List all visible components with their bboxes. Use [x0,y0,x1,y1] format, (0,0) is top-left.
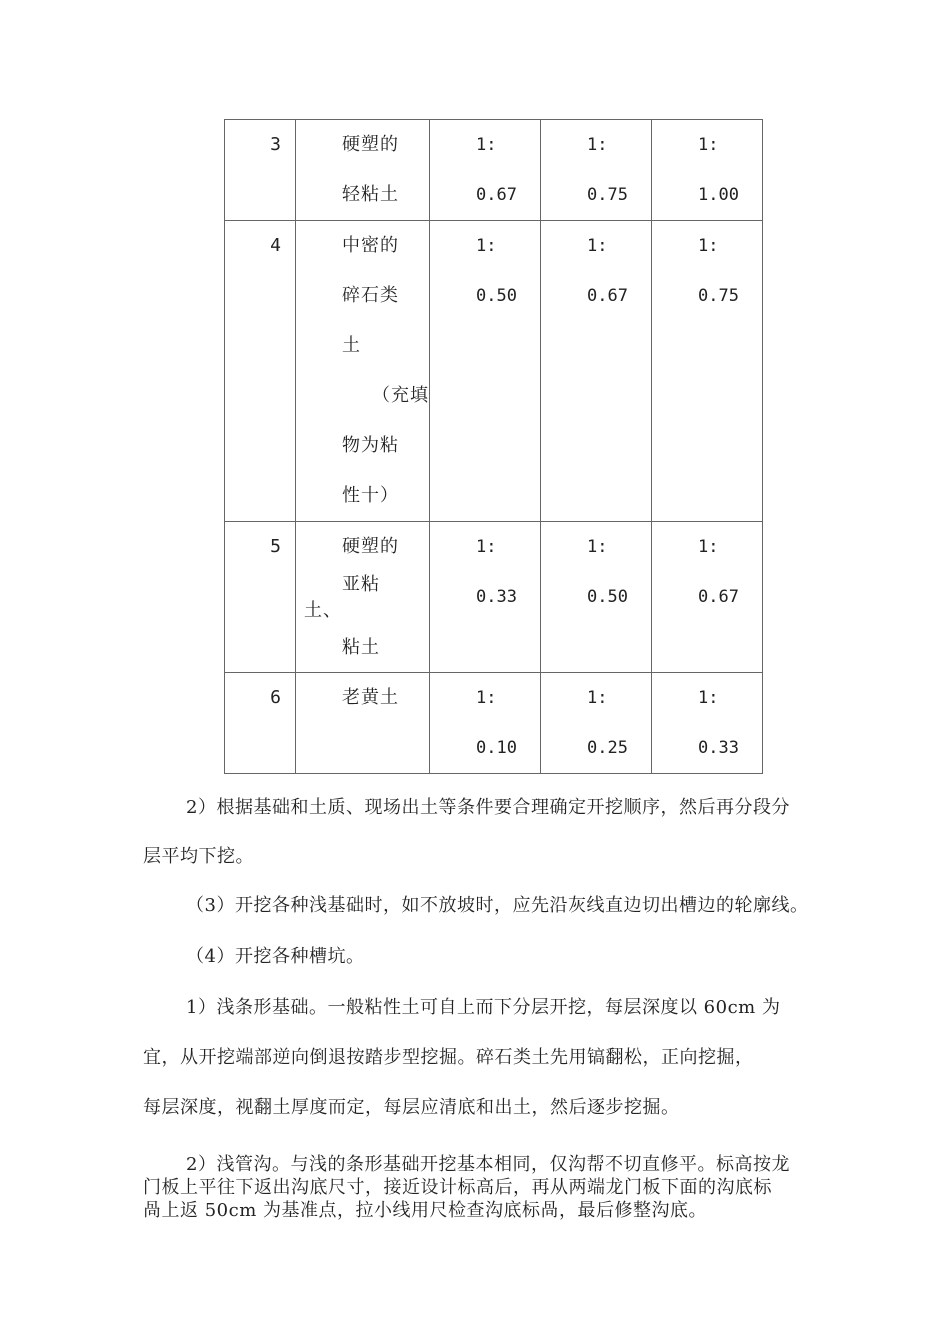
table-row [225,221,763,522]
paragraph-pipe-trench-2: 门板上平往下返出沟底尺寸，接近设计标高后，再从两端龙门板下面的沟底标 [143,1177,772,1198]
row-number-cell-line: 3 [270,134,281,155]
slope-value-cell [652,221,763,522]
slope-value-cell-line: 1: [698,537,719,557]
slope-value-cell-line: 1: [476,537,497,557]
slope-value-cell [430,522,541,673]
slope-value-cell-line: 1: [698,135,719,155]
slope-value-cell-line: 0.75 [698,286,739,306]
soil-type-cell [296,221,430,522]
soil-type-cell-line: 老黄土 [342,687,399,708]
slope-value-cell [541,221,652,522]
slope-value-cell-line: 0.67 [476,185,517,205]
table-row [225,673,763,774]
slope-value-cell [652,522,763,673]
slope-value-cell-line: 0.10 [476,738,517,758]
slope-value-cell-line: 1: [476,135,497,155]
paragraph-trench-heading: （4）开挖各种槽坑。 [186,946,365,967]
soil-type-cell-line: 粘土 [342,637,380,658]
row-number-cell-line: 6 [270,687,281,708]
row-number-cell [225,120,296,221]
table-row [225,120,763,221]
slope-value-cell [652,120,763,221]
soil-type-cell-line: （充填 [372,385,429,406]
paragraph-pipe-trench: 2）浅管沟。与浅的条形基础开挖基本相同，仅沟帮不切直修平。标高按龙 [186,1154,790,1175]
slope-value-cell [541,522,652,673]
paragraph-strip-foundation-3: 每层深度，视翻土厚度而定，每层应清底和出土，然后逐步挖掘。 [143,1097,680,1118]
slope-value-cell-line: 1: [587,236,608,256]
soil-type-cell [296,522,430,673]
paragraph-order: 2）根据基础和土质、现场出土等条件要合理确定开挖顺序，然后再分段分 [186,797,790,818]
row-number-cell [225,221,296,522]
row-number-cell-line: 5 [270,536,281,557]
row-number-cell [225,673,296,774]
soil-type-cell-line: 土 [342,335,361,356]
slope-value-cell-line: 0.75 [587,185,628,205]
soil-type-cell-line: 中密的 [342,235,399,256]
soil-type-cell-line: 轻粘土 [342,184,399,205]
slope-value-cell-line: 1: [476,688,497,708]
paragraph-strip-foundation: 1）浅条形基础。一般粘性土可自上而下分层开挖，每层深度以 60cm 为 [186,997,781,1018]
slope-value-cell-line: 1: [698,236,719,256]
slope-value-cell [430,673,541,774]
slope-value-cell-line: 0.67 [698,587,739,607]
slope-value-cell-line: 1: [587,537,608,557]
soil-type-cell-line: 碎石类 [342,285,399,306]
slope-value-cell-line: 0.33 [698,738,739,758]
slope-value-cell-line: 1.00 [698,185,739,205]
slope-value-cell-line: 0.33 [476,587,517,607]
slope-value-cell [541,120,652,221]
soil-type-cell-line: 亚粘 [342,574,380,595]
table-row [225,522,763,673]
slope-value-cell-line: 0.50 [587,587,628,607]
paragraph-strip-foundation-2: 宜，从开挖端部逆向倒退按踏步型挖掘。碎石类土先用镐翻松，正向挖掘， [143,1047,754,1068]
slope-value-cell [541,673,652,774]
slope-value-cell-line: 1: [587,135,608,155]
slope-value-cell [430,221,541,522]
soil-type-cell [296,120,430,221]
row-number-cell [225,522,296,673]
slope-value-cell [652,673,763,774]
slope-value-cell-line: 0.25 [587,738,628,758]
soil-type-cell-line: 性十） [342,485,399,506]
soil-type-cell [296,673,430,774]
soil-type-cell-line: 物为粘 [342,435,399,456]
slope-value-cell-line: 1: [587,688,608,708]
slope-value-cell-line: 0.50 [476,286,517,306]
paragraph-shallow-foundation: （3）开挖各种浅基础时，如不放坡时，应先沿灰线直边切出槽边的轮廓线。 [186,895,809,916]
slope-ratio-table [224,119,763,774]
soil-type-cell-line: 土、 [304,600,342,621]
slope-value-cell-line: 0.67 [587,286,628,306]
slope-value-cell-line: 1: [476,236,497,256]
slope-value-cell [430,120,541,221]
paragraph-order-cont: 层平均下挖。 [143,846,254,867]
row-number-cell-line: 4 [270,235,281,256]
slope-value-cell-line: 1: [698,688,719,708]
paragraph-pipe-trench-3: 咼上返 50cm 为基准点，拉小线用尺检查沟底标咼，最后修整沟底。 [143,1200,707,1221]
soil-type-cell-line: 硬塑的 [342,134,399,155]
soil-type-cell-line: 硬塑的 [342,536,399,557]
